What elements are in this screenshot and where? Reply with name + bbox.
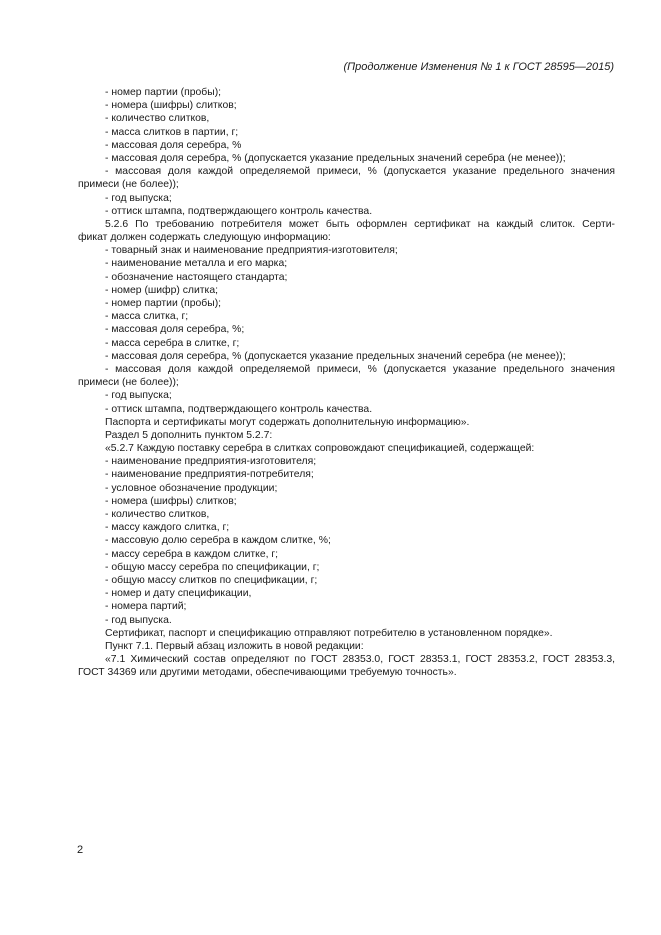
body-text — [78, 86, 615, 679]
text-line: - год выпуска. — [105, 614, 172, 626]
text-line: - общую массу серебра по спецификации, г; — [105, 561, 320, 573]
text-line: - наименование предприятия-потребителя; — [105, 469, 314, 481]
text-line: примеси (не более)); — [78, 179, 179, 191]
page-number: 2 — [77, 844, 84, 856]
text-line: - оттиск штампа, подтверждающего контроль качества. — [105, 205, 373, 217]
text-line: - номер партии (пробы); — [105, 87, 222, 98]
text-line: - массовую долю серебра в каждом слитке, %; — [105, 535, 331, 547]
text-line: - номера (шифры) слитков; — [105, 495, 237, 507]
text-line: - обозначение настоящего стандарта; — [105, 271, 288, 283]
running-header: (Продолжение Изменения № 1 к ГОСТ 28595—2015) — [343, 61, 614, 73]
text-line: - наименование предприятия-изготовителя; — [105, 456, 317, 468]
text-line: фикат должен содержать следующую информацию: — [78, 232, 331, 244]
text-line: - масса слитков в партии, г; — [105, 126, 239, 138]
text-line: - номер и дату спецификации, — [105, 588, 252, 600]
text-line: - товарный знак и наименование предприятия-изготовителя; — [105, 245, 398, 257]
text-line: Пункт 7.1. Первый абзац изложить в новой редакции: — [105, 640, 364, 652]
text-line: «7.1 Химический состав определяют по ГОСТ 28353.0, ГОСТ 28353.1, ГОСТ 28353.2, ГОСТ 28353.3, — [105, 654, 615, 666]
text-line: Раздел 5 дополнить пунктом 5.2.7: — [105, 429, 273, 441]
text-line: - массу каждого слитка, г; — [105, 522, 230, 534]
text-line: - масса слитка, г; — [105, 311, 189, 323]
text-line: - массовая доля серебра, % (допускается указание предельных значений серебра (не менее)); — [105, 350, 566, 362]
text-line: - количество слитков, — [105, 509, 210, 520]
text-line: - массу серебра в каждом слитке, г; — [105, 548, 279, 560]
text-line: - наименование металла и его марка; — [105, 258, 288, 270]
text-line: - массовая доля серебра, % — [105, 139, 242, 151]
text-line: - номер (шифр) слитка; — [105, 284, 218, 296]
text-line: - номера (шифры) слитков; — [105, 100, 237, 112]
text-line: примеси (не более)); — [78, 377, 179, 389]
text-line: - год выпуска; — [105, 390, 172, 402]
text-line: - год выпуска; — [105, 192, 172, 204]
text-line: ГОСТ 34369 или другими методами, обеспечивающими требуемую точность». — [78, 667, 457, 679]
text-line: Паспорта и сертификаты могут содержать дополнительную информацию». — [105, 416, 470, 428]
text-line: - оттиск штампа, подтверждающего контроль качества. — [105, 403, 373, 415]
text-line: «5.2.7 Каждую поставку серебра в слитках сопровождают спецификацией, содержащей: — [105, 443, 535, 455]
text-line: - массовая доля серебра, % (допускается указание предельных значений серебра (не менее)); — [105, 152, 566, 164]
text-line: - номера партий; — [105, 601, 187, 613]
text-line: - номер партии (пробы); — [105, 298, 222, 309]
text-line: Сертификат, паспорт и спецификацию отправляют потребителю в установленном порядке». — [105, 627, 553, 639]
text-line: - массовая доля серебра, %; — [105, 324, 245, 336]
text-line: - массовая доля каждой определяемой примеси, % (допускается указание предельного значения — [105, 363, 615, 375]
text-line: - масса серебра в слитке, г; — [105, 337, 240, 349]
text-line: - количество слитков, — [105, 113, 210, 125]
text-line: 5.2.6 По требованию потребителя может быть оформлен сертификат на каждый слиток. Серти- — [105, 218, 615, 230]
text-line: - условное обозначение продукции; — [105, 482, 278, 494]
text-line: - массовая доля каждой определяемой примеси, % (допускается указание предельного значения — [105, 166, 615, 178]
text-line: - общую массу слитков по спецификации, г; — [105, 574, 318, 586]
